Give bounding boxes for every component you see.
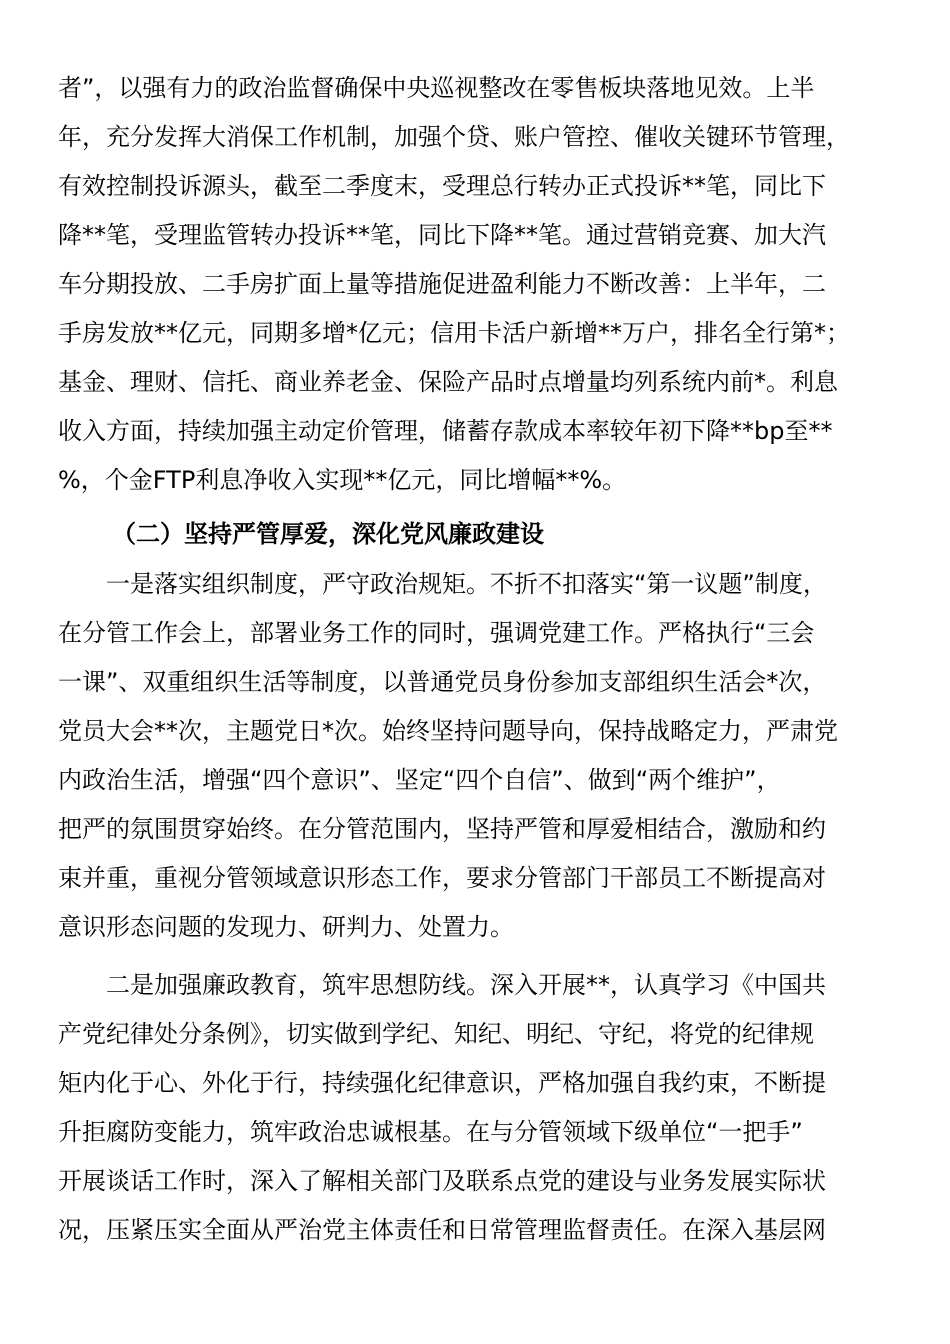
paragraph-line: 年，充分发挥大消保工作机制，加强个贷、账户管控、催收关键环节管理， (58, 123, 850, 151)
paragraph-line: 况，压紧压实全面从严治党主体责任和日常管理监督责任。在深入基层网 (58, 1216, 826, 1244)
paragraph-line: 收入方面，持续加强主动定价管理，储蓄存款成本率较年初下降**bp至** (58, 417, 833, 445)
paragraph-first-line: 一是落实组织制度，严守政治规矩。不折不扣落实“第一议题”制度， (106, 570, 827, 598)
section-heading: （二）坚持严管厚爱，深化党风廉政建设 (112, 520, 544, 548)
paragraph-line: 基金、理财、信托、商业养老金、保险产品时点增量均列系统内前*。利息 (58, 368, 838, 396)
paragraph-line: 党员大会**次，主题党日*次。始终坚持问题导向，保持战略定力，严肃党 (58, 717, 838, 745)
paragraph-line: 产党纪律处分条例》，切实做到学纪、知纪、明纪、守纪，将党的纪律规 (58, 1020, 814, 1048)
paragraph-line: 手房发放**亿元，同期多增*亿元；信用卡活户新增**万户，排名全行第*； (58, 319, 850, 347)
paragraph-line: 者”，以强有力的政治监督确保中央巡视整改在零售板块落地见效。上半 (58, 74, 815, 102)
paragraph-line: %，个金FTP利息净收入实现**亿元，同比增幅**%。 (58, 466, 627, 494)
paragraph-first-line: 二是加强廉政教育，筑牢思想防线。深入开展**，认真学习《中国共 (106, 971, 826, 999)
paragraph-line: 车分期投放、二手房扩面上量等措施促进盈利能力不断改善：上半年，二 (58, 270, 826, 298)
paragraph-line: 开展谈话工作时，深入了解相关部门及联系点党的建设与业务发展实际状 (58, 1167, 826, 1195)
paragraph-line: 在分管工作会上，部署业务工作的同时，强调党建工作。严格执行“三会 (58, 619, 815, 647)
paragraph-line: 把严的氛围贯穿始终。在分管范围内，坚持严管和厚爱相结合，激励和约 (58, 815, 826, 843)
paragraph-line: 束并重，重视分管领域意识形态工作，要求分管部门干部员工不断提高对 (58, 864, 826, 892)
paragraph-line: 降**笔，受理监管转办投诉**笔，同比下降**笔。通过营销竞赛、加大汽 (58, 221, 826, 249)
paragraph-line: 矩内化于心、外化于行，持续强化纪律意识，严格加强自我约束，不断提 (58, 1069, 826, 1097)
paragraph-line: 意识形态问题的发现力、研判力、处置力。 (58, 913, 514, 941)
paragraph-line: 内政治生活，增强“四个意识”、坚定“四个自信”、做到“两个维护”， (58, 766, 781, 794)
paragraph-line: 一课”、双重组织生活等制度，以普通党员身份参加支部组织生活会*次， (58, 668, 827, 696)
paragraph-line: 有效控制投诉源头，截至二季度末，受理总行转办正式投诉**笔，同比下 (58, 172, 826, 200)
paragraph-line: 升拒腐防变能力，筑牢政治忠诚根基。在与分管领域下级单位“一把手” (58, 1118, 803, 1146)
